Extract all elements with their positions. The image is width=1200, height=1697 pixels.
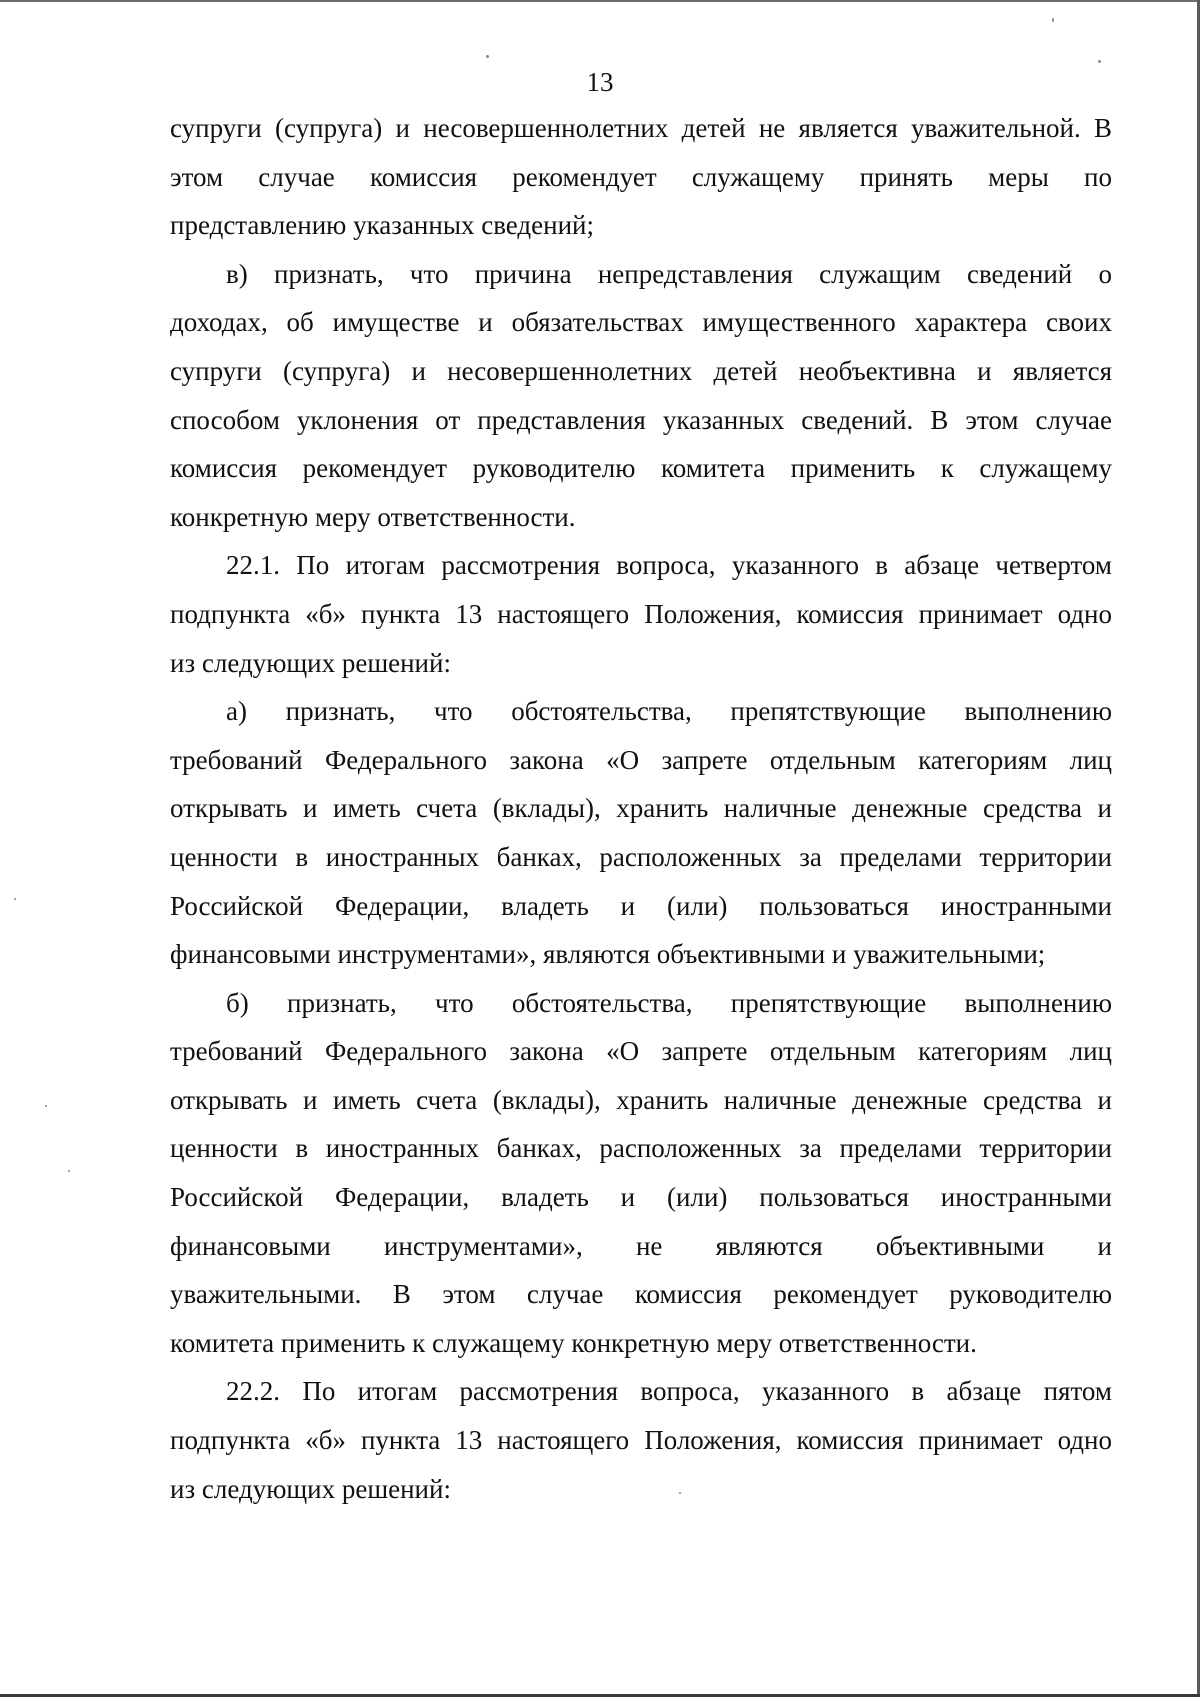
scan-speck [68, 1170, 70, 1172]
document-body [170, 104, 1112, 1513]
text-line: Российской Федерации, владеть и (или) пользоваться иностранными [170, 890, 1112, 921]
text-line: способом уклонения от представления указанных сведений. В этом случае [170, 404, 1112, 435]
text-line: б) признать, что обстоятельства, препятствующие выполнению [226, 987, 1112, 1018]
text-line: требований Федерального закона «О запрете отдельным категориям лиц [170, 1036, 1112, 1067]
text-line: 22.1. По итогам рассмотрения вопроса, указанного в абзаце четвертом [226, 550, 1112, 581]
text-line: супруги (супруга) и несовершеннолетних детей не является уважительной. В [170, 113, 1112, 143]
text-line: подпункта «б» пункта 13 настоящего Положения, комиссия принимает одно [170, 598, 1112, 629]
text-line: открывать и иметь счета (вклады), хранить наличные денежные средства и [170, 1084, 1112, 1115]
text-line: финансовыми инструментами», не являются объективными и [170, 1230, 1112, 1261]
text-line: комиссия рекомендует руководителю комитета применить к служащему [170, 453, 1112, 484]
text-line: комитета применить к служащему конкретную меру ответственности. [170, 1327, 977, 1358]
text-line: конкретную меру ответственности. [170, 501, 576, 532]
text-line: ценности в иностранных банках, расположенных за пределами территории [170, 1133, 1112, 1164]
text-line: ценности в иностранных банках, расположенных за пределами территории [170, 841, 1112, 872]
text-line: подпункта «б» пункта 13 настоящего Положения, комиссия принимает одно [170, 1425, 1112, 1456]
scan-speck [486, 55, 489, 58]
page-number: 13 [586, 67, 614, 97]
text-line: представлению указанных сведений; [170, 210, 594, 241]
text-line: уважительными. В этом случае комиссия рекомендует руководителю [170, 1279, 1112, 1310]
scan-speck [14, 898, 16, 900]
text-line: из следующих решений: [170, 1473, 451, 1504]
text-line: финансовыми инструментами», являются объективными и уважительными; [170, 939, 1046, 970]
text-line: открывать и иметь счета (вклады), хранить наличные денежные средства и [170, 793, 1112, 824]
text-line: в) признать, что причина непредставления служащим сведений о [226, 258, 1112, 289]
text-line: из следующих решений: [170, 647, 451, 678]
text-line: супруги (супруга) и несовершеннолетних детей необъективна и является [170, 355, 1112, 386]
text-line: Российской Федерации, владеть и (или) пользоваться иностранными [170, 1182, 1112, 1213]
scan-border-top [0, 0, 1200, 2]
scan-speck [1052, 18, 1054, 22]
text-line: этом случае комиссия рекомендует служащему принять меры по [170, 161, 1112, 192]
text-line: а) признать, что обстоятельства, препятствующие выполнению [226, 696, 1112, 727]
text-line: 22.2. По итогам рассмотрения вопроса, указанного в абзаце пятом [226, 1376, 1112, 1407]
scan-speck [45, 1105, 47, 1107]
text-line: доходах, об имуществе и обязательствах имущественного характера своих [170, 307, 1112, 338]
text-line: требований Федерального закона «О запрете отдельным категориям лиц [170, 744, 1112, 775]
